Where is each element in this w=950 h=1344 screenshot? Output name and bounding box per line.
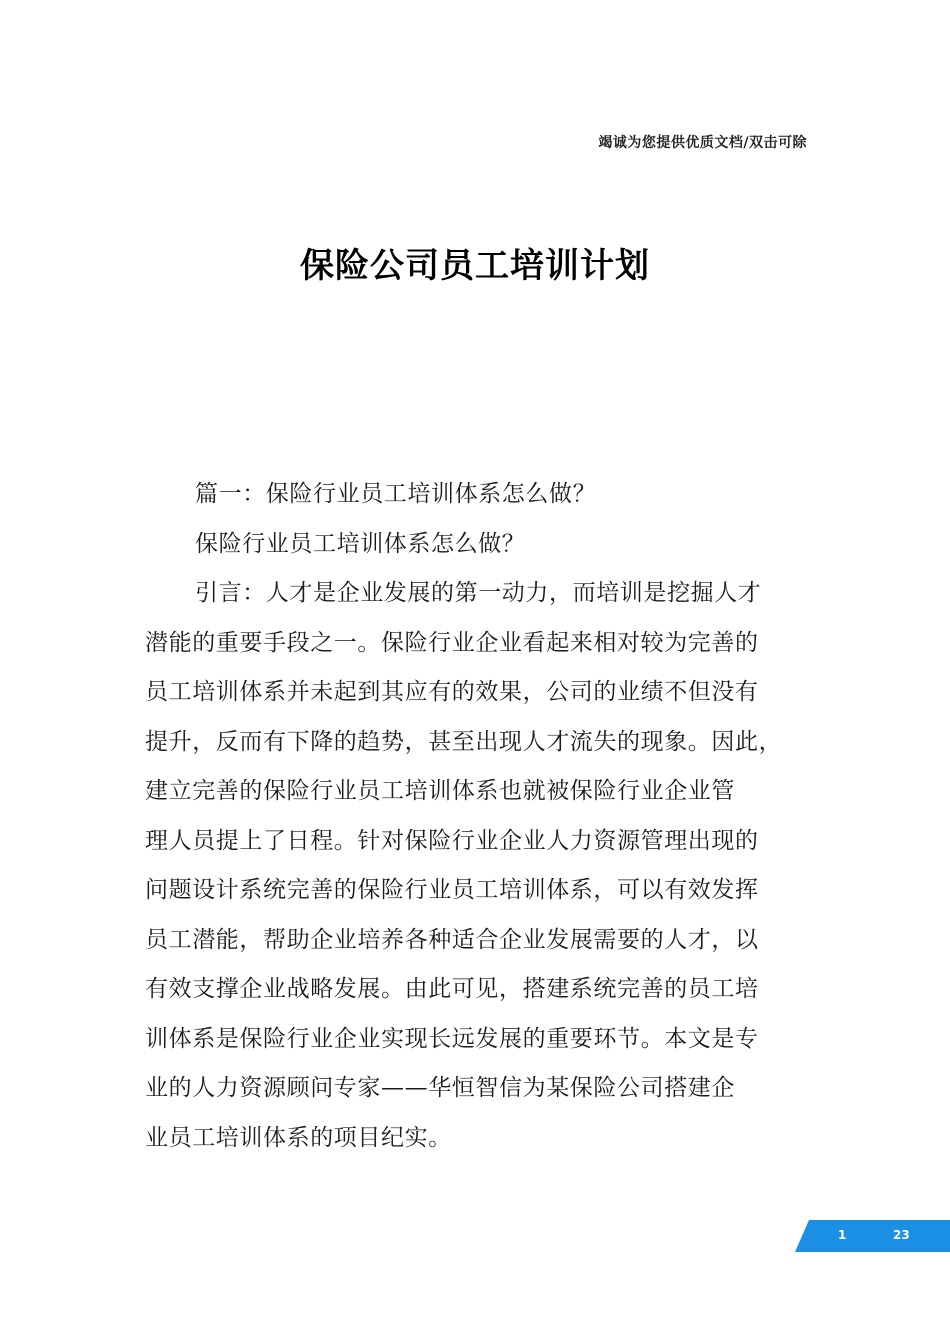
document-body xyxy=(145,470,807,1163)
body-line: 训体系是保险行业企业实现长远发展的重要环节。本文是专 xyxy=(145,1025,759,1052)
body-line: 提升，反而有下降的趋势，甚至出现人才流失的现象。因此， xyxy=(145,728,783,755)
header-note: 竭诚为您提供优质文档/双击可除 xyxy=(598,135,807,151)
page-number-total: 23 xyxy=(893,1228,910,1242)
page-footer-banner xyxy=(795,1220,950,1252)
body-line: 有效支撑企业战略发展。由此可见，搭建系统完善的员工培 xyxy=(145,976,759,1002)
body-line: 员工潜能，帮助企业培养各种适合企业发展需要的人才，以 xyxy=(145,926,759,953)
document-title: 保险公司员工培训计划 xyxy=(300,246,650,286)
body-line: 潜能的重要手段之一。保险行业企业看起来相对较为完善的 xyxy=(145,629,759,656)
body-line: 业的人力资源顾问专家——华恒智信为某保险公司搭建企 xyxy=(145,1075,735,1101)
body-line: 员工培训体系并未起到其应有的效果，公司的业绩不但没有 xyxy=(145,679,759,705)
body-line: 保险行业员工培训体系怎么做？ xyxy=(195,530,526,557)
body-line: 业员工培训体系的项目纪实。 xyxy=(145,1124,452,1151)
body-line: 篇一：保险行业员工培训体系怎么做？ xyxy=(195,481,597,507)
body-line: 建立完善的保险行业员工培训体系也就被保险行业企业管 xyxy=(145,778,735,804)
page-footer xyxy=(795,1220,950,1252)
body-line: 问题设计系统完善的保险行业员工培训体系，可以有效发挥 xyxy=(145,877,759,903)
body-line: 理人员提上了日程。针对保险行业企业人力资源管理出现的 xyxy=(145,827,759,854)
page-number-current: 1 xyxy=(838,1228,847,1242)
body-line: 引言：人才是企业发展的第一动力，而培训是挖掘人才 xyxy=(195,580,762,606)
